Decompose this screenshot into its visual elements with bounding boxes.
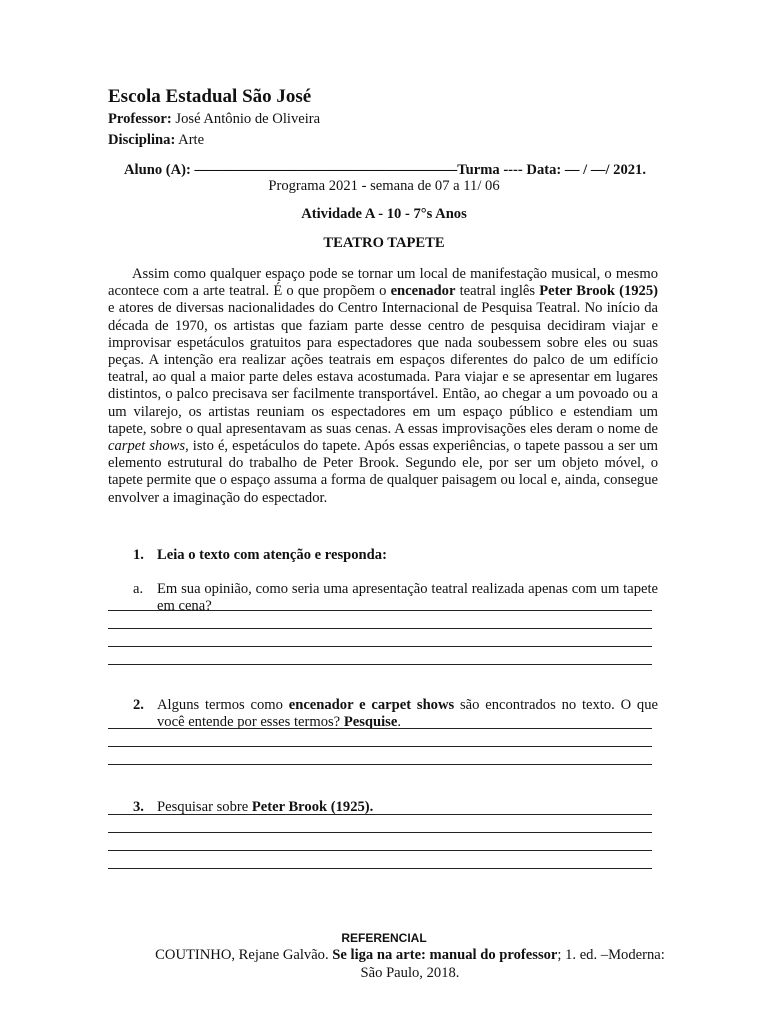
question-2-text-part: . [397,714,401,731]
header [108,85,320,151]
question-3-number: 3. [133,799,144,815]
paragraph-bold-encenador: encenador [390,283,456,300]
paragraph-bold-peter-brook: Peter Brook (1925) [539,283,658,300]
question-1-number: 1. [133,547,144,563]
program-line: Programa 2021 - semana de 07 a 11/ 06 [268,178,500,194]
aluno-label: Aluno (A): [124,162,191,178]
question-3-bold-peter-brook: Peter Brook (1925). [251,799,374,815]
question-1 [133,547,387,564]
professor-label: Professor: [108,111,172,127]
turma-label: Turma ---- [457,162,523,178]
answer-line[interactable] [108,664,652,665]
disciplina-line [108,130,320,151]
paragraph-text: e atores de diversas nacionalidades do Centro Internacional de Pesquisa Teatral. No início da década de 1970, os artistas que faziam parte desse centro de pesquisa decidiram viajar e improvisar espetáculos gratuitos para espectadores que nada soubessem sobre eles ou suas peças. A intenção era realizar ações teatrais em espaços diferentes do palco de um edifício teatral, ao qual a maior parte deles estava acostumada. Para viajar e se apresentar em lugares distintos, o palco precisava ser facilmente transportável. Então, ao chegar a um povoado ou a um vilarejo, os artistas reuniam os espectadores em um espaço público e estendiam um tapete, sobre o qual apresentavam as suas cenas. A essas improvisações eles deram o nome de [108,300,658,437]
reference-text: COUTINHO, Rejane Galvão. [155,947,333,963]
answer-lines-2 [108,728,652,782]
question-2-text-part: Alguns termos como [157,697,289,713]
question-2 [133,697,658,731]
disciplina-label: Disciplina: [108,132,176,148]
school-name: Escola Estadual São José [108,86,312,107]
question-2-number: 2. [133,697,144,713]
activity-line: Atividade A - 10 - 7°s Anos [301,206,467,222]
answer-line[interactable] [108,746,652,747]
reference-book-title: Se liga na arte: manual do professor [332,947,558,963]
question-2-bold-pesquise: Pesquise [343,714,398,731]
answer-line[interactable] [108,610,652,611]
question-1-text: Leia o texto com atenção e responda: [157,547,387,563]
answer-line[interactable] [108,646,652,647]
reference-title: REFERENCIAL [341,931,427,945]
answer-line[interactable] [108,764,652,765]
professor-line [108,109,320,130]
paragraph-text: Assim como qualquer espaço pode se tornar um local de manifestação musical, o mesmo acontece com a arte teatral. É o que propõem o [108,266,658,300]
aluno-blank: —————————————————— [194,162,458,178]
answer-lines-1a [108,610,652,682]
question-3-text: Pesquisar sobre [157,799,252,815]
question-1a-letter: a. [133,581,144,597]
answer-line[interactable] [108,814,652,815]
answer-line[interactable] [108,832,652,833]
answer-line[interactable] [108,628,652,629]
paragraph-text: , isto é, espetáculos do tapete. Após essas experiências, o tapete passou a ser um elemento estrutural do trabalho de Peter Brook. Segundo ele, por ser um objeto móvel, o tapete permite que o espaço assuma a forma de qualquer paisagem ou local e, ainda, consegue envolver a imaginação do espectador. [108,438,658,506]
answer-lines-3 [108,814,652,886]
disciplina-name: Arte [178,132,205,148]
reference-text: ; 1. ed. –Moderna: São Paulo, 2018. [360,947,665,981]
document-title: TEATRO TAPETE [323,235,445,251]
question-2-text-part: são encontrados no texto. O que você entende por esses termos? [157,697,658,731]
question-2-text [133,697,658,731]
answer-line[interactable] [108,850,652,851]
reference-citation [150,947,670,982]
question-1a-text: Em sua opinião, como seria uma apresentação teatral realizada apenas com um tapete em cena? [157,581,658,615]
question-2-bold-terms: encenador e carpet shows [288,697,455,713]
professor-name: José Antônio de Oliveira [175,111,321,127]
paragraph-italic-carpet-shows: carpet shows [108,438,186,455]
answer-line[interactable] [108,868,652,869]
paragraph-text: teatral inglês [455,283,540,300]
main-paragraph [108,266,658,507]
answer-line[interactable] [108,728,652,729]
data-label: Data: — / —/ 2021. [526,162,647,178]
